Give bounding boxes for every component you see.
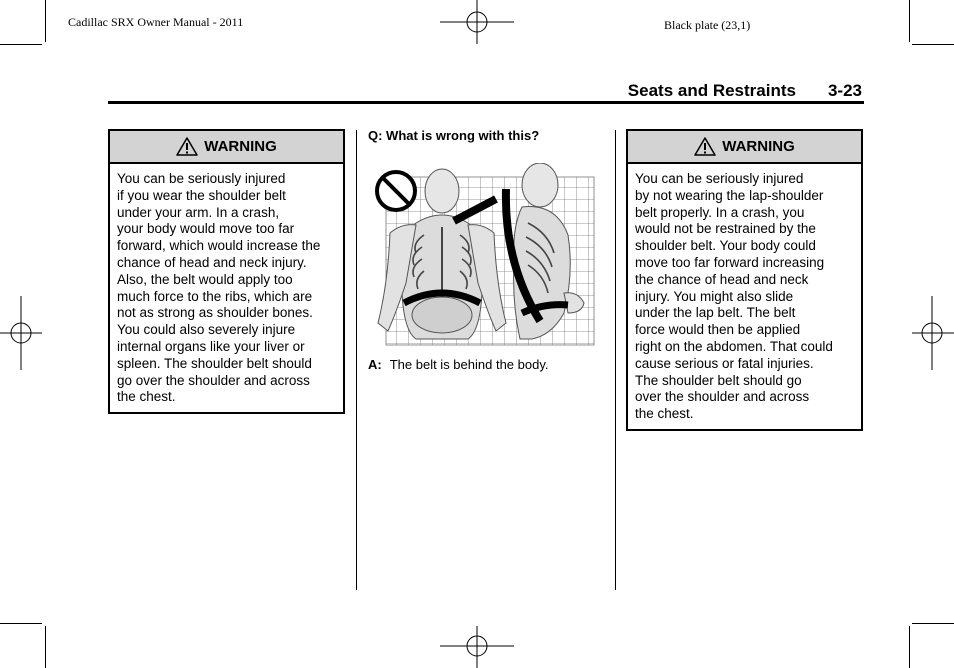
plate-label: Black plate (23,1) [664,18,751,32]
warning-box-right [626,129,863,431]
warning-line: spleen. The shoulder belt should [117,355,312,371]
prohibited-icon [377,172,415,210]
improper-belt-illustration [372,163,596,347]
warning-header [110,131,343,164]
crop-mark [909,626,910,668]
warning-label: WARNING [722,138,795,155]
crop-mark [45,626,46,668]
registration-mark-icon [0,296,42,370]
warning-line: forward, which would increase the [117,238,321,254]
crop-mark [0,623,42,624]
warning-line: You can be seriously injured [635,171,804,186]
warning-line: You can be seriously injured [117,171,286,186]
warning-line: if you wear the shoulder belt [117,187,286,203]
warning-line: much force to the ribs, which are [117,288,313,304]
warning-line: The shoulder belt should go [635,372,802,388]
warning-line: by not wearing the lap-shoulder [635,187,824,203]
warning-line: force would then be applied [635,322,801,338]
section-title: Seats and Restraints [627,81,796,100]
question-text: Q: What is wrong with this? [368,128,540,143]
warning-line: under the lap belt. The belt [635,305,796,321]
registration-mark-icon [912,296,954,370]
crop-mark [909,0,910,42]
column-divider [615,130,616,590]
warning-triangle-icon [176,137,198,156]
crop-mark [912,623,954,624]
answer-text [368,357,548,372]
warning-triangle-icon [694,137,716,156]
warning-text [628,164,861,429]
warning-line: your body would move too far [117,221,295,237]
warning-line: internal organs like your liver or [117,338,305,354]
warning-line: would not be restrained by the [635,221,816,237]
registration-mark-icon [440,0,514,46]
warning-line: under your arm. In a crash, [117,204,280,220]
warning-line: Also, the belt would apply too [117,271,293,287]
warning-text [110,164,343,412]
warning-line: You could also severely injure [117,322,296,338]
answer-prefix: A: [368,357,382,372]
page-number: 3-23 [827,81,862,100]
registration-mark-icon [440,626,514,668]
warning-line: cause serious or fatal injuries. [635,355,814,371]
section-header [628,81,862,101]
warning-line: right on the abdomen. That could [635,338,833,354]
crop-mark [912,44,954,45]
warning-line: the chance of head and neck [635,271,809,287]
warning-line: injury. You might also slide [635,288,794,304]
header-rule [108,101,864,104]
warning-label: WARNING [204,138,277,155]
answer-body: The belt is behind the body. [389,357,549,372]
warning-line: the chest. [117,389,176,405]
warning-line: shoulder belt. Your body could [635,238,816,254]
column-divider [356,130,357,590]
manual-title: Cadillac SRX Owner Manual - 2011 [68,15,244,29]
warning-line: the chest. [635,406,694,422]
warning-line: chance of head and neck injury. [117,254,307,270]
warning-line: move too far forward increasing [635,254,825,270]
warning-line: belt properly. In a crash, you [635,204,805,220]
crop-mark [0,44,42,45]
warning-header [628,131,861,164]
warning-line: over the shoulder and across [635,389,810,405]
warning-box-left [108,129,345,414]
warning-line: go over the shoulder and across [117,372,310,388]
crop-mark [45,0,46,42]
warning-line: not as strong as shoulder bones. [117,305,313,321]
